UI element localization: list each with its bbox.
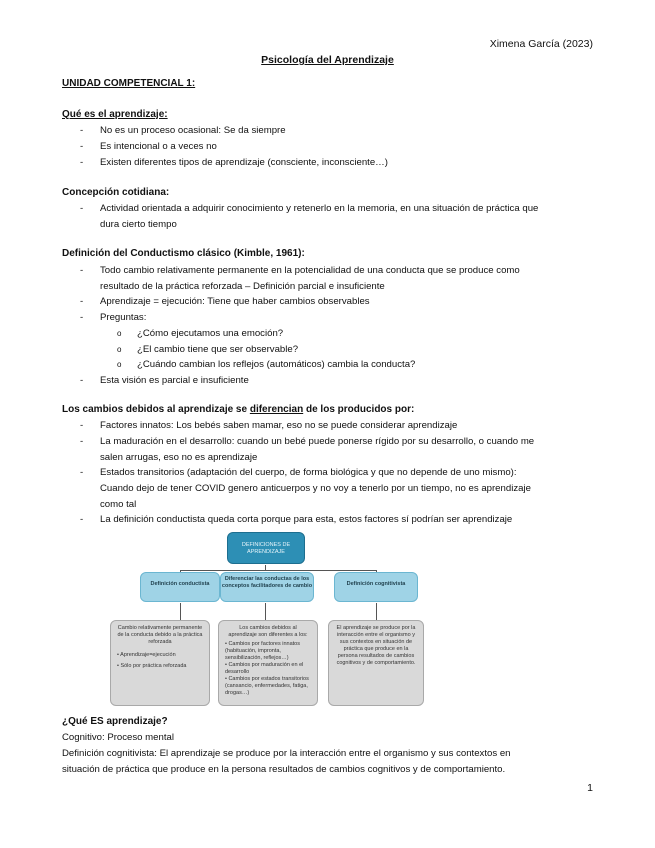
list-item: La maduración en el desarrollo: cuando un bebé puede ponerse rígido por su desarrollo, o cuando me <box>100 436 535 447</box>
dash-bullet: - <box>80 141 84 152</box>
paragraph-line: Cognitivo: Proceso mental <box>62 732 174 743</box>
dash-bullet: - <box>80 467 84 478</box>
diagram-detail-bullet: • Sólo por práctica reforzada <box>117 663 187 669</box>
page-number: 1 <box>587 782 593 794</box>
diagram-box-behaviorist: Definición conductista <box>140 572 220 602</box>
dash-bullet: - <box>80 125 84 136</box>
circle-bullet-icon: o <box>117 329 122 338</box>
dash-bullet: - <box>80 514 84 525</box>
list-item-continued: resultado de la práctica reforzada – Definición parcial e insuficiente <box>100 281 385 292</box>
sub-list-item: ¿El cambio tiene que ser observable? <box>137 344 299 355</box>
dash-bullet: - <box>80 436 84 447</box>
diagram-detail-bullet: • Cambios por factores innatos (habituación, impronta, sensibilización, reflejos…) <box>225 641 300 661</box>
paragraph-line: Definición cognitivista: El aprendizaje se produce por la interacción entre el organismo y sus contextos en <box>62 748 511 759</box>
list-item: Es intencional o a veces no <box>100 141 217 152</box>
diagram-detail-text: Los cambios debidos al aprendizaje son diferentes a los: <box>228 625 308 638</box>
list-item: Aprendizaje = ejecución: Tiene que haber cambios observables <box>100 296 370 307</box>
dash-bullet: - <box>80 203 84 214</box>
connector-line <box>376 603 377 620</box>
dash-bullet: - <box>80 157 84 168</box>
connector-line <box>265 603 266 620</box>
paragraph-line: situación de práctica que produce en la persona resultados de cambios cognitivos y de comportamiento. <box>62 764 506 775</box>
list-item-continued: dura cierto tiempo <box>100 219 177 230</box>
what-is-heading-text: Qué es el aprendizaje: <box>62 109 168 120</box>
document-title: Psicología del Aprendizaje <box>261 54 394 66</box>
list-item: Actividad orientada a adquirir conocimiento y retenerlo en la memoria, en una situación de práctica que <box>100 203 539 214</box>
list-item: No es un proceso ocasional: Se da siempre <box>100 125 286 136</box>
diagram-detail-text: El aprendizaje se produce por la interacción entre el organismo y sus contextos en situación de práctica que produce en la persona resultados de cambios cognitivos y de comportamiento. <box>336 625 416 666</box>
diagram-detail-bullet: • Cambios por estados transitorios (cansancio, enfermedades, fatiga, drogas…) <box>225 676 309 696</box>
diagram-root-box: DEFINICIONES DE APRENDIZAJE <box>227 532 305 564</box>
dash-bullet: - <box>80 265 84 276</box>
sub-list-item: ¿Cómo ejecutamos una emoción? <box>137 328 284 339</box>
dash-bullet: - <box>80 312 84 323</box>
definitions-diagram <box>110 530 545 710</box>
dash-bullet: - <box>80 296 84 307</box>
dash-bullet: - <box>80 420 84 431</box>
diagram-box-cognitivist: Definición cognitivista <box>334 572 418 602</box>
diagram-detail-cognitivist <box>328 620 424 706</box>
changes-heading-underlined: diferencian <box>249 404 304 415</box>
what-is-upper-heading: ¿Qué ES aprendizaje? <box>62 716 168 727</box>
list-item: Preguntas: <box>100 312 147 323</box>
diagram-box-differentiate: Diferenciar las conductas de los conceptos facilitadores de cambio <box>220 572 314 602</box>
sub-list-item: ¿Cuándo cambian los reflejos (automáticos) cambia la conducta? <box>137 359 416 370</box>
diagram-detail-text: Cambio relativamente permanente de la conducta debido a la práctica reforzada <box>117 625 203 645</box>
unit-heading: UNIDAD COMPETENCIAL 1: <box>62 78 196 89</box>
list-item-continued: Cuando dejo de tener COVID genero anticuerpos y no voy a tenerlo por un tiempo, no es aprendizaje <box>100 483 531 494</box>
list-item: Todo cambio relativamente permanente en la potencialidad de una conducta que se produce como <box>100 265 520 276</box>
connector-line <box>180 570 376 571</box>
diagram-detail-behaviorist <box>110 620 210 706</box>
changes-heading-pre: Los cambios debidos al aprendizaje se <box>62 404 250 415</box>
changes-heading <box>62 404 414 415</box>
list-item: Esta visión es parcial e insuficiente <box>100 375 249 386</box>
list-item-continued: salen arrugas, eso no es aprendizaje <box>100 452 258 463</box>
list-item-continued: como tal <box>100 499 137 510</box>
list-item: Factores innatos: Los bebés saben mamar, eso no se puede considerar aprendizaje <box>100 420 458 431</box>
circle-bullet-icon: o <box>117 360 122 369</box>
everyday-heading: Concepción cotidiana: <box>62 187 170 198</box>
dash-bullet: - <box>80 375 84 386</box>
author-date: Ximena García (2023) <box>489 38 593 50</box>
list-item: Existen diferentes tipos de aprendizaje (consciente, inconsciente…) <box>100 157 388 168</box>
diagram-detail-differentiate <box>218 620 318 706</box>
diagram-detail-bullet: • Cambios por maduración en el desarrollo <box>225 662 304 675</box>
behaviorism-heading: Definición del Conductismo clásico (Kimble, 1961): <box>62 248 305 259</box>
what-is-heading <box>62 109 168 120</box>
connector-line <box>180 603 181 620</box>
diagram-detail-bullet: • Aprendizaje=ejecución <box>117 652 176 658</box>
changes-heading-post: de los producidos por: <box>303 404 415 415</box>
list-item: La definición conductista queda corta porque para esta, estos factores sí podrían ser aprendizaje <box>100 514 513 525</box>
circle-bullet-icon: o <box>117 345 122 354</box>
list-item: Estados transitorios (adaptación del cuerpo, de forma biológica y que no depende de uno mismo): <box>100 467 517 478</box>
